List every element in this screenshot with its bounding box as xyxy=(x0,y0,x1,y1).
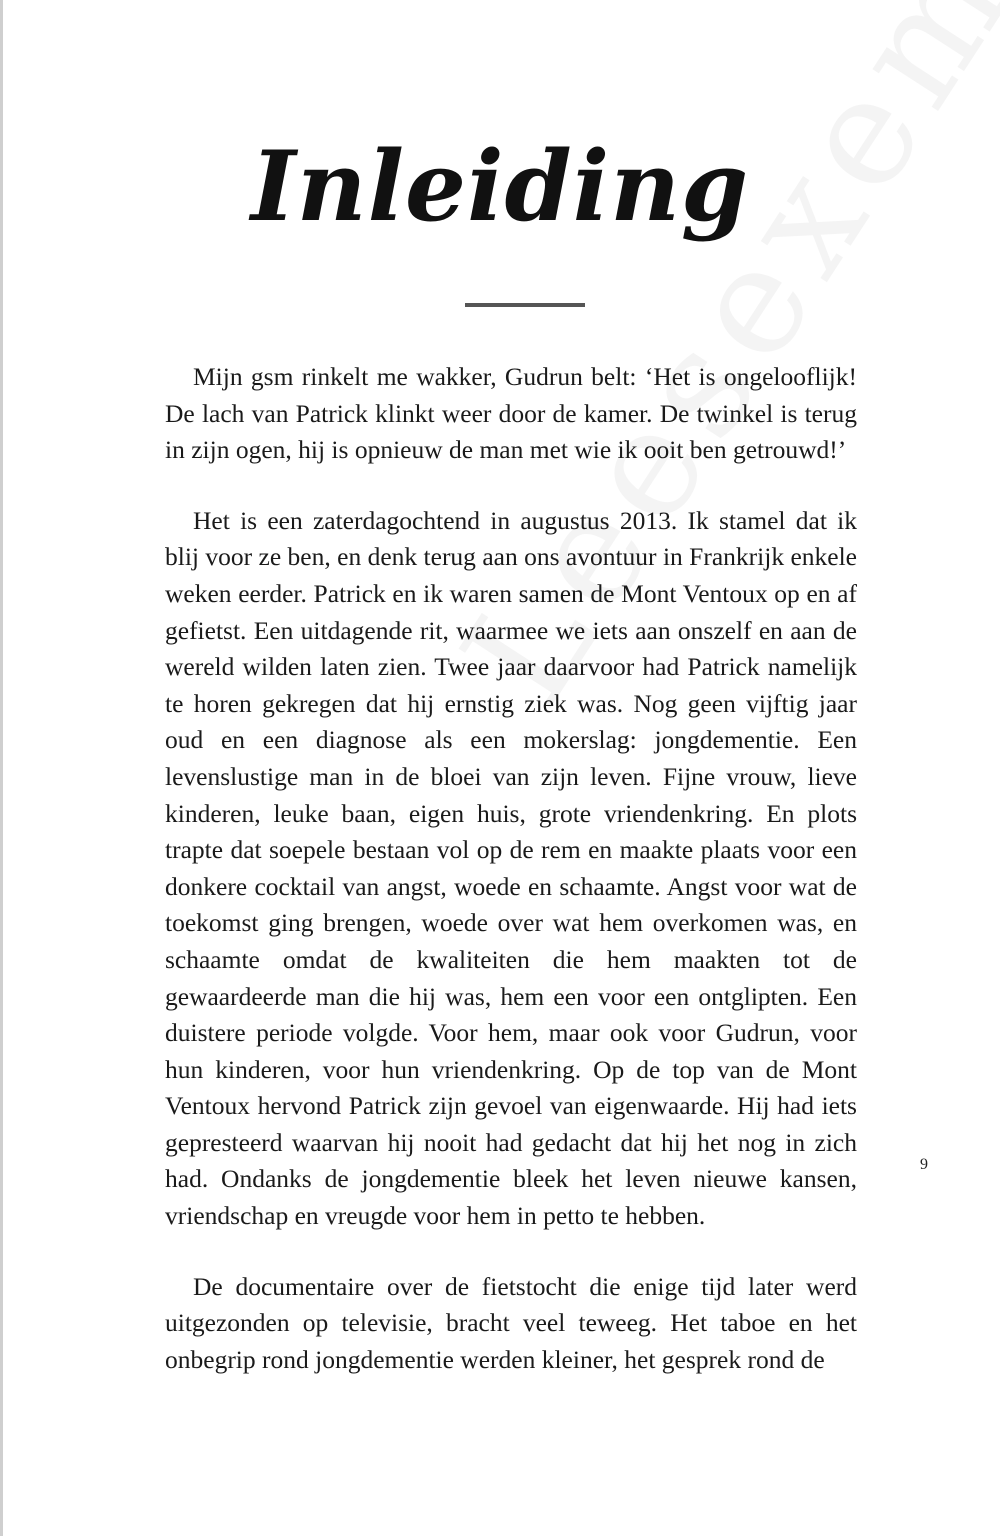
page-number: 9 xyxy=(920,1156,928,1173)
paragraph-2: Het is een zaterdagochtend in augustus 2013. Ik stamel dat ik blij voor ze ben, en denk terug aan ons avontuur in Frankrijk enkele weken eerder. Patrick en ik waren samen de Mont Ventoux op en af gefietst. Een uitdagende rit, waarmee we iets aan onszelf en aan de wereld wilden laten zien. Twee jaar daarvoor had Patrick namelijk te horen gekregen dat hij ernstig ziek was. Nog geen vijftig jaar oud en een diagnose als een mokerslag: jongdementie. Een levenslustige man in de bloei van zijn leven. Fijne vrouw, lieve kinderen, leuke baan, eigen huis, grote vriendenkring. En plots trapte dat soepele bestaan vol op de rem en maakte plaats voor een donkere cocktail van angst, woede en schaamte. Angst voor wat de toekomst ging brengen, woede over wat hem overkomen was, en schaamte omdat de kwaliteiten die hem maakten tot de gewaardeerde man die hij was, hem een voor een ontglipten. Een duistere periode volgde. Voor hem, maar ook voor Gudrun, voor hun kinderen, voor hun vriendenkring. Op de top van de Mont Ventoux hervond Patrick zijn gevoel van eigenwaarde. Hij had iets gepresteerd waarvan hij nooit had gedacht dat hij het nog in zich had. Ondanks de jongdementie bleek het leven nieuwe kansen, vriendschap en vreugde voor hem in petto te hebben. xyxy=(165,505,857,1231)
body-text xyxy=(165,359,857,1412)
title-divider xyxy=(465,303,585,307)
paragraph-1: Mijn gsm rinkelt me wakker, Gudrun belt: ‘Het is ongelooflijk! De lach van Patrick klinkt weer door de kamer. De twinkel is terug in zijn ogen, hij is opnieuw de man met wie ik ooit ben getrouwd!’ xyxy=(165,362,857,465)
page-title: Inleiding xyxy=(250,130,750,243)
paragraph-3: De documentaire over de fietstocht die enige tijd later werd uitgezonden op televisie, bracht veel teweeg. Het taboe en het onbegrip rond jongdementie werden kleiner, het gesprek rond de xyxy=(165,1271,857,1374)
